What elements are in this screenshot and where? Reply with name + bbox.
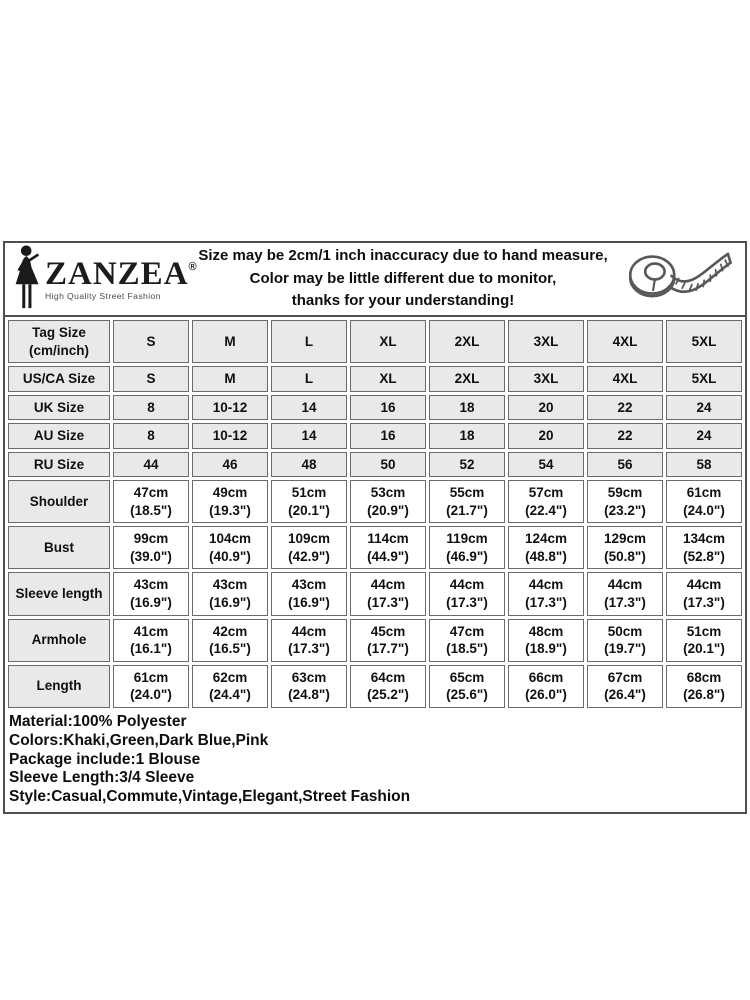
size-cell: XL: [350, 320, 426, 363]
size-cell: 4XL: [587, 320, 663, 363]
size-cell: 20: [508, 395, 584, 421]
size-cell: 44cm (17.3"): [429, 572, 505, 615]
table-row: [8, 366, 742, 392]
size-cell: 43cm (16.9"): [192, 572, 268, 615]
row-label: Length: [8, 665, 110, 708]
size-cell: 51cm (20.1"): [271, 480, 347, 523]
size-cell: 46: [192, 452, 268, 478]
size-cell: 16: [350, 423, 426, 449]
size-chart-sheet: [3, 241, 747, 814]
detail-line: Package include:1 Blouse: [9, 750, 201, 768]
details-block: [5, 711, 745, 813]
size-cell: 56: [587, 452, 663, 478]
row-label: AU Size: [8, 423, 110, 449]
size-cell: 58: [666, 452, 742, 478]
size-cell: 63cm (24.8"): [271, 665, 347, 708]
size-cell: 22: [587, 395, 663, 421]
size-cell: 10-12: [192, 423, 268, 449]
size-cell: 47cm (18.5"): [113, 480, 189, 523]
size-cell: 50: [350, 452, 426, 478]
table-row: [8, 423, 742, 449]
size-cell: 114cm (44.9"): [350, 526, 426, 569]
size-cell: 104cm (40.9"): [192, 526, 268, 569]
size-cell: 2XL: [429, 366, 505, 392]
size-cell: 67cm (26.4"): [587, 665, 663, 708]
size-table-body: [8, 320, 742, 708]
size-cell: M: [192, 366, 268, 392]
size-cell: 44cm (17.3"): [350, 572, 426, 615]
size-table: [5, 317, 745, 711]
row-label: Bust: [8, 526, 110, 569]
size-cell: 8: [113, 423, 189, 449]
size-cell: 54: [508, 452, 584, 478]
brand-name: ZANZEA®: [45, 255, 198, 292]
size-cell: 43cm (16.9"): [271, 572, 347, 615]
size-cell: 66cm (26.0"): [508, 665, 584, 708]
size-cell: 3XL: [508, 366, 584, 392]
row-label: Tag Size (cm/inch): [8, 320, 110, 363]
row-label: Sleeve length: [8, 572, 110, 615]
size-cell: 52: [429, 452, 505, 478]
brand-text-block: [45, 255, 198, 301]
brand-logo: [13, 244, 198, 314]
size-cell: 16: [350, 395, 426, 421]
woman-silhouette-icon: [13, 244, 43, 314]
row-label: Shoulder: [8, 480, 110, 523]
table-row: [8, 395, 742, 421]
size-cell: 68cm (26.8"): [666, 665, 742, 708]
size-cell: 61cm (24.0"): [113, 665, 189, 708]
size-cell: 44cm (17.3"): [666, 572, 742, 615]
size-notice: [188, 245, 615, 313]
size-cell: 3XL: [508, 320, 584, 363]
size-cell: 41cm (16.1"): [113, 619, 189, 662]
size-cell: 65cm (25.6"): [429, 665, 505, 708]
detail-line: Sleeve Length:3/4 Sleeve: [9, 769, 195, 787]
size-cell: L: [271, 320, 347, 363]
table-row: [8, 572, 742, 615]
size-cell: 119cm (46.9"): [429, 526, 505, 569]
size-cell: 18: [429, 423, 505, 449]
registered-mark: ®: [188, 260, 198, 273]
size-cell: 44: [113, 452, 189, 478]
notice-line-2: Color may be little different due to monitor,: [249, 269, 557, 287]
size-cell: 14: [271, 395, 347, 421]
size-cell: 62cm (24.4"): [192, 665, 268, 708]
size-cell: 99cm (39.0"): [113, 526, 189, 569]
row-label: US/CA Size: [8, 366, 110, 392]
size-cell: 55cm (21.7"): [429, 480, 505, 523]
row-label: Armhole: [8, 619, 110, 662]
table-row: [8, 320, 742, 363]
size-cell: S: [113, 320, 189, 363]
size-cell: 2XL: [429, 320, 505, 363]
size-cell: 48cm (18.9"): [508, 619, 584, 662]
table-row: [8, 452, 742, 478]
size-cell: 10-12: [192, 395, 268, 421]
size-cell: 64cm (25.2"): [350, 665, 426, 708]
size-cell: 22: [587, 423, 663, 449]
size-cell: S: [113, 366, 189, 392]
detail-line: Material:100% Polyester: [9, 712, 187, 730]
size-cell: M: [192, 320, 268, 363]
size-cell: 42cm (16.5"): [192, 619, 268, 662]
size-cell: 44cm (17.3"): [508, 572, 584, 615]
size-cell: 24: [666, 423, 742, 449]
size-cell: 124cm (48.8"): [508, 526, 584, 569]
size-cell: 43cm (16.9"): [113, 572, 189, 615]
size-cell: L: [271, 366, 347, 392]
size-cell: 49cm (19.3"): [192, 480, 268, 523]
measuring-tape-icon: [615, 246, 737, 312]
size-cell: 50cm (19.7"): [587, 619, 663, 662]
size-cell: 134cm (52.8"): [666, 526, 742, 569]
notice-line-1: Size may be 2cm/1 inch inaccuracy due to hand measure,: [198, 247, 608, 265]
size-cell: XL: [350, 366, 426, 392]
header-band: [5, 243, 745, 317]
table-row: [8, 526, 742, 569]
size-cell: 61cm (24.0"): [666, 480, 742, 523]
table-row: [8, 619, 742, 662]
table-row: [8, 665, 742, 708]
brand-tagline: High Quality Street Fashion: [45, 290, 161, 301]
size-cell: 20: [508, 423, 584, 449]
detail-line: Style:Casual,Commute,Vintage,Elegant,Street Fashion: [9, 788, 411, 806]
table-row: [8, 480, 742, 523]
size-cell: 48: [271, 452, 347, 478]
size-cell: 109cm (42.9"): [271, 526, 347, 569]
size-cell: 53cm (20.9"): [350, 480, 426, 523]
size-cell: 5XL: [666, 320, 742, 363]
notice-line-3: thanks for your understanding!: [291, 292, 515, 310]
row-label: UK Size: [8, 395, 110, 421]
size-cell: 4XL: [587, 366, 663, 392]
size-cell: 44cm (17.3"): [587, 572, 663, 615]
size-cell: 14: [271, 423, 347, 449]
size-cell: 129cm (50.8"): [587, 526, 663, 569]
size-cell: 24: [666, 395, 742, 421]
size-cell: 5XL: [666, 366, 742, 392]
size-cell: 8: [113, 395, 189, 421]
size-cell: 44cm (17.3"): [271, 619, 347, 662]
row-label: RU Size: [8, 452, 110, 478]
size-cell: 47cm (18.5"): [429, 619, 505, 662]
size-cell: 59cm (23.2"): [587, 480, 663, 523]
size-cell: 18: [429, 395, 505, 421]
size-cell: 45cm (17.7"): [350, 619, 426, 662]
detail-line: Colors:Khaki,Green,Dark Blue,Pink: [9, 731, 269, 749]
size-cell: 57cm (22.4"): [508, 480, 584, 523]
size-cell: 51cm (20.1"): [666, 619, 742, 662]
